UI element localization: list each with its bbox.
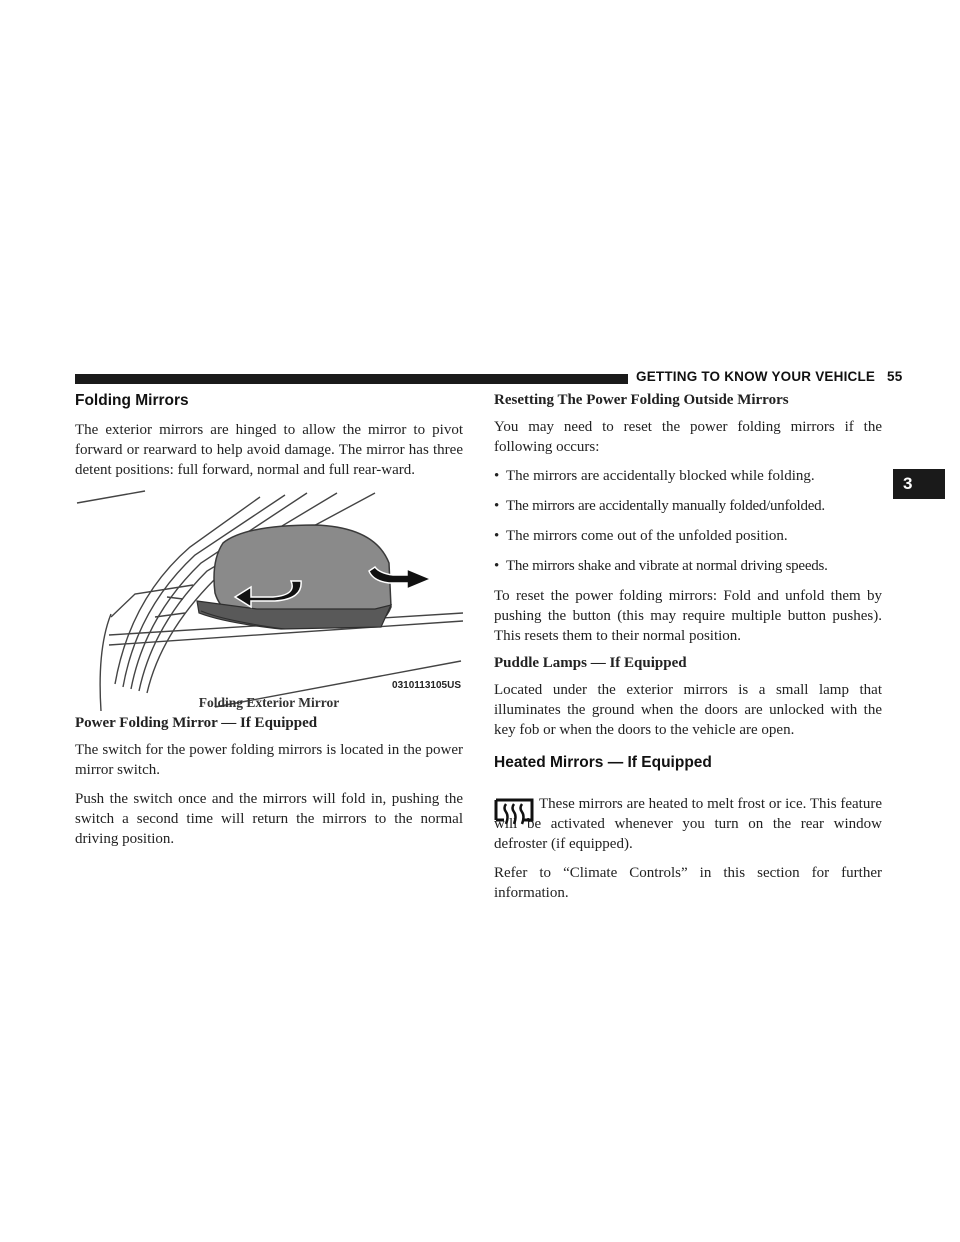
heading-resetting: Resetting The Power Folding Outside Mirrors bbox=[494, 392, 789, 408]
refer-climate-text: Refer to “Climate Controls” in this section for further information. bbox=[494, 865, 882, 901]
left-column bbox=[75, 392, 463, 858]
list-item: • The mirrors come out of the unfolded position. bbox=[494, 526, 882, 546]
heated-mirrors-text-content: These mirrors are heated to melt frost or ice. This feature will be activated whenever you turn on the rear window defroster (if equipped). bbox=[494, 796, 882, 852]
heading-power-folding: Power Folding Mirror — If Equipped bbox=[75, 715, 318, 731]
folding-mirror-illustration bbox=[75, 489, 463, 711]
reset-intro: You may need to reset the power folding mirrors if the following occurs: bbox=[494, 419, 882, 455]
heated-mirrors-text bbox=[494, 794, 882, 854]
puddle-lamps-text: Located under the exterior mirrors is a small lamp that illuminates the ground when the doors are unlocked with the key fob or when the doors to the vehicle are open. bbox=[494, 682, 882, 738]
power-folding-text-1: The switch for the power folding mirrors is located in the power mirror switch. bbox=[75, 742, 463, 778]
power-folding-text-2: Push the switch once and the mirrors will fold in, pushing the switch a second time will return the mirrors to the normal driving position. bbox=[75, 791, 463, 847]
heading-puddle-lamps: Puddle Lamps — If Equipped bbox=[494, 655, 687, 671]
header-rule bbox=[75, 374, 628, 384]
page-number: 55 bbox=[886, 369, 903, 384]
right-column bbox=[494, 392, 882, 912]
heading-heated-mirrors: Heated Mirrors — If Equipped bbox=[494, 754, 712, 771]
section-title: GETTING TO KNOW YOUR VEHICLE bbox=[636, 369, 876, 384]
list-item: • The mirrors are accidentally manually folded/unfolded. bbox=[494, 496, 882, 516]
figure-id: 0310113105US bbox=[392, 680, 461, 691]
list-item: • The mirrors are accidentally blocked while folding. bbox=[494, 466, 882, 486]
rear-defroster-icon bbox=[494, 796, 534, 830]
heading-folding-mirrors: Folding Mirrors bbox=[75, 392, 189, 409]
folding-mirrors-text: The exterior mirrors are hinged to allow the mirror to pivot forward or rearward to help avoid damage. The mirror has three detent positions: full forward, normal and full rear-ward. bbox=[75, 422, 463, 478]
figure-caption: Folding Exterior Mirror bbox=[198, 695, 340, 710]
folding-mirror-figure bbox=[75, 489, 463, 711]
reset-procedure: To reset the power folding mirrors: Fold and unfold them by pushing the button (this may require multiple button pushes). This resets them to their normal position. bbox=[494, 588, 882, 644]
heated-mirrors-block bbox=[494, 794, 882, 854]
running-header bbox=[636, 369, 903, 384]
list-item: • The mirrors shake and vibrate at normal driving speeds. bbox=[494, 556, 882, 576]
reset-conditions-list bbox=[494, 466, 882, 576]
chapter-tab: 3 bbox=[893, 469, 945, 499]
